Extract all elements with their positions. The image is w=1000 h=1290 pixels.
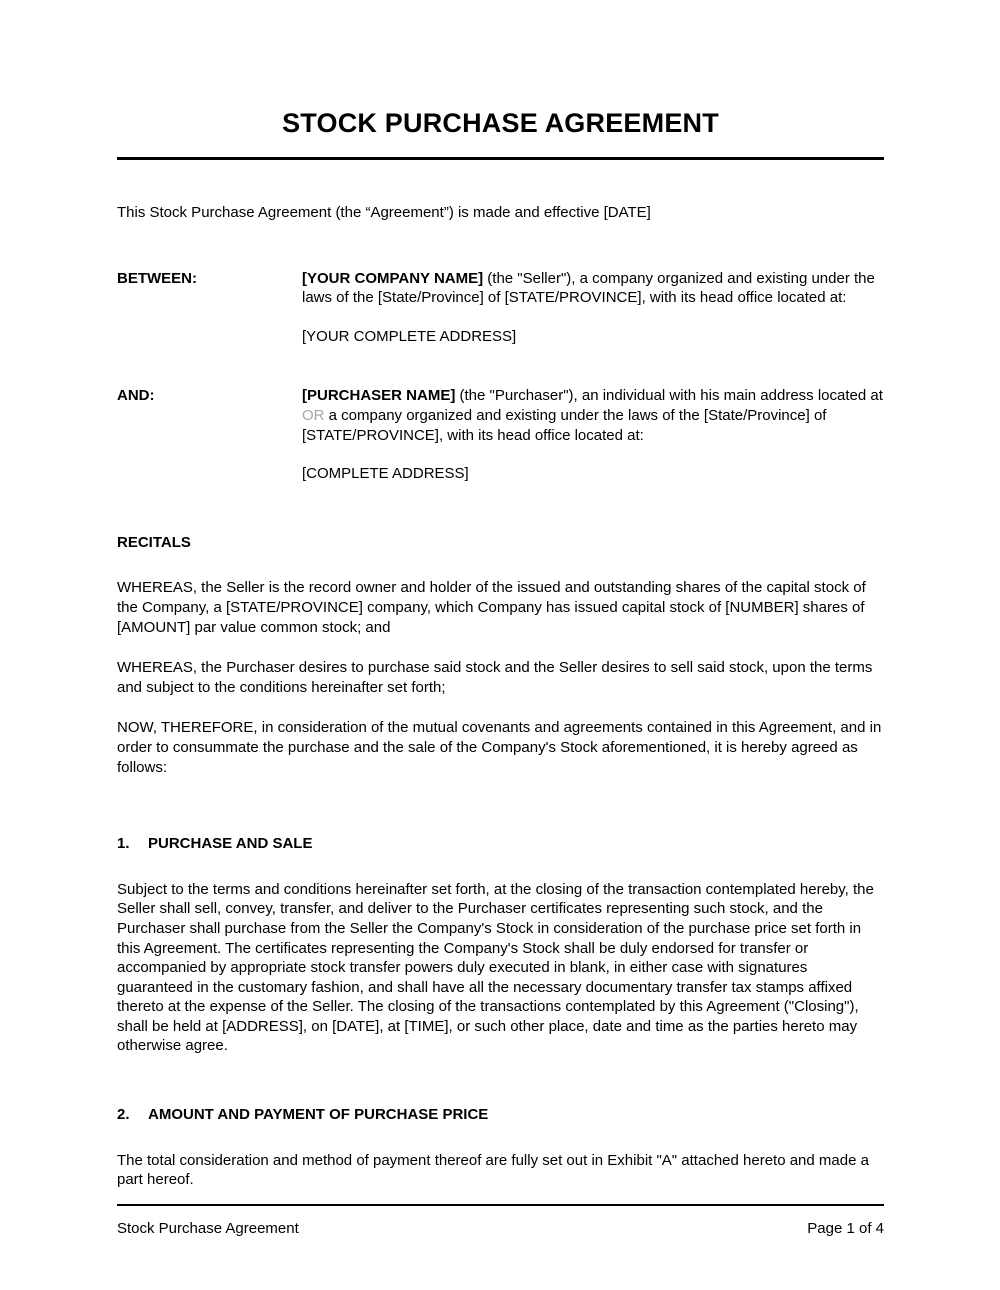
recital-paragraph-2: WHEREAS, the Purchaser desires to purchase said stock and the Seller desires to sell said stock, upon the terms and subject to the conditions hereinafter set forth;	[117, 659, 873, 696]
section-number-2: 2.	[117, 1106, 130, 1124]
intro-paragraph: This Stock Purchase Agreement (the “Agreement”) is made and effective [DATE]	[117, 204, 651, 222]
purchaser-description-part2: a company organized and existing under the laws of the [State/Province] of [STATE/PROVINCE], with its head office located at:	[302, 407, 827, 444]
section-number-1: 1.	[117, 835, 130, 853]
page-title: STOCK PURCHASE AGREEMENT	[282, 108, 719, 138]
party-block-purchaser	[117, 386, 884, 483]
party-label-between: BETWEEN:	[117, 269, 197, 287]
recital-paragraph-3: NOW, THEREFORE, in consideration of the mutual covenants and agreements contained in this Agreement, and in order to consummate the purchase and the sale of the Company's Stock aforementioned, it is hereby agreed as follows:	[117, 719, 882, 776]
purchaser-address: [COMPLETE ADDRESS]	[302, 465, 469, 483]
purchaser-description-line	[302, 386, 884, 445]
seller-name: [YOUR COMPANY NAME]	[302, 269, 484, 287]
section-heading-1	[117, 834, 884, 854]
recital-paragraph-1: WHEREAS, the Seller is the record owner and holder of the issued and outstanding shares of the capital stock of the Company, a [STATE/PROVINCE] company, which Company has issued capital stock of [NUMBER] shares of [AMOUNT] par value common stock; and	[117, 579, 866, 636]
seller-description-line	[302, 269, 884, 308]
seller-address: [YOUR COMPLETE ADDRESS]	[302, 327, 517, 345]
party-body-purchaser	[302, 386, 884, 483]
page-footer	[117, 1204, 884, 1238]
section-title-2: AMOUNT AND PAYMENT OF PURCHASE PRICE	[148, 1106, 489, 1124]
document-content	[117, 0, 884, 1190]
footer-page-number: Page 1 of 4	[807, 1220, 884, 1237]
or-alternative-marker: OR	[302, 407, 325, 425]
title-divider	[117, 157, 884, 160]
footer-divider	[117, 1204, 884, 1206]
recitals-heading: RECITALS	[117, 533, 191, 551]
section-title-1: PURCHASE AND SALE	[148, 835, 313, 853]
purchaser-name: [PURCHASER NAME]	[302, 387, 456, 405]
party-label-and: AND:	[117, 387, 155, 405]
party-body-seller	[302, 269, 884, 347]
party-block-seller	[117, 269, 884, 347]
section-heading-2	[117, 1105, 884, 1125]
footer-row	[117, 1219, 884, 1238]
purchaser-description-part1: (the "Purchaser"), an individual with his main address located at	[455, 387, 883, 405]
section-body-2: The total consideration and method of payment thereof are fully set out in Exhibit "A" attached hereto and made a part hereof.	[117, 1151, 869, 1189]
section-body-1: Subject to the terms and conditions hereinafter set forth, at the closing of the transaction contemplated hereby, the Seller shall sell, convey, transfer, and deliver to the Purchaser certificates representing such stock, and the Purchaser shall purchase from the Seller the Company's Stock in consideration of the purchase price set forth in this Agreement. The certificates representing the Company's Stock shall be duly endorsed for transfer or accompanied by appropriate stock transfer powers duly executed in blank, in either case with signatures guaranteed in the customary fashion, and shall have all the necessary documentary transfer tax stamps affixed thereto at the expense of the Seller. The closing of the transactions contemplated by this Agreement ("Closing"), shall be held at [ADDRESS], on [DATE], at [TIME], or such other place, date and time as the parties hereto may otherwise agree.	[117, 880, 874, 1055]
footer-document-name: Stock Purchase Agreement	[117, 1220, 299, 1237]
seller-description: (the "Seller"), a company organized and existing under the laws of the [State/Province] of [STATE/PROVINCE], with its head office located at:	[302, 269, 875, 307]
